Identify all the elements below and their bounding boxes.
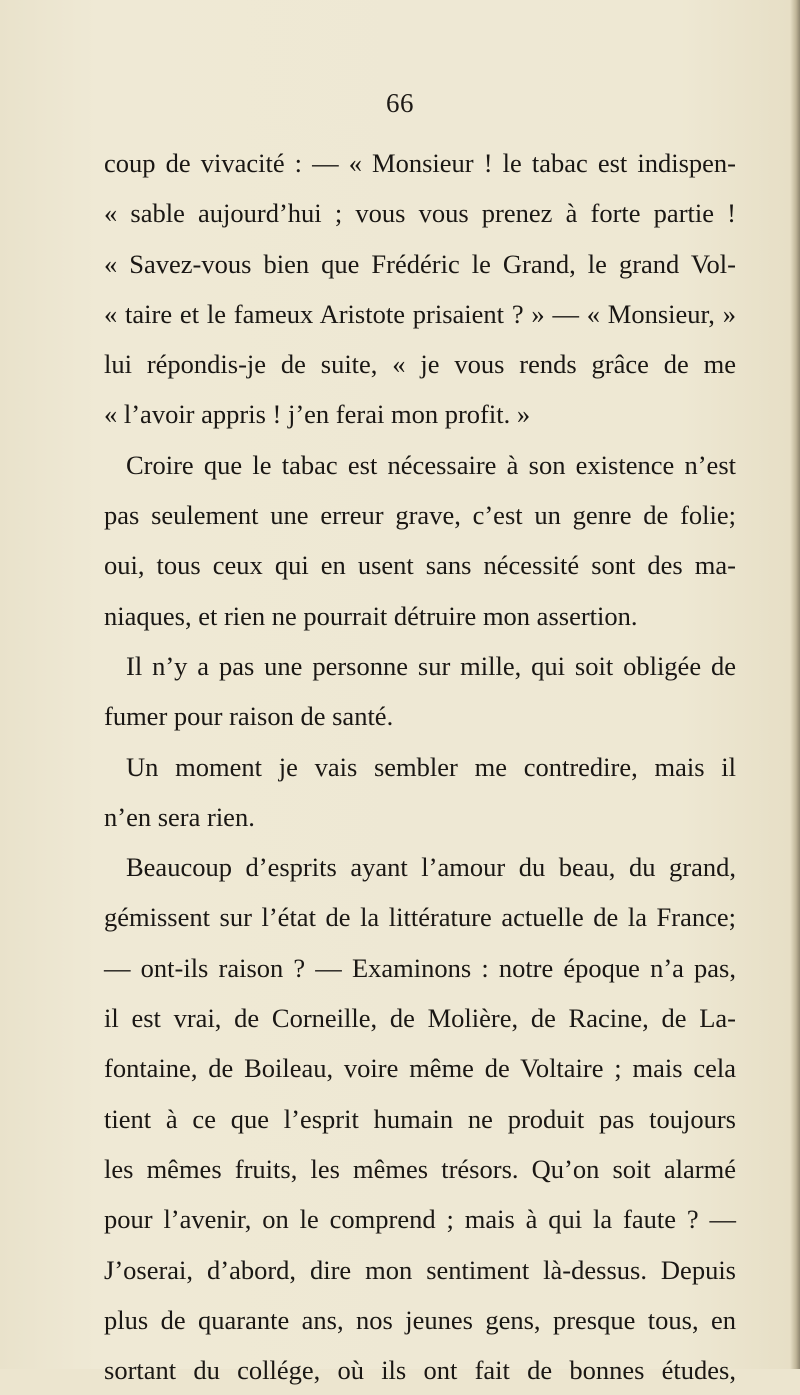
text-line: pour l’avenir, on le comprend ; mais à qui la faute ? — <box>104 1204 736 1235</box>
text-line: — ont-ils raison ? — Examinons : notre époque n’a pas, <box>104 952 736 983</box>
text-line: « taire et le fameux Aristote prisaient ? » — « Monsieur, » <box>104 298 736 329</box>
page-number: 66 <box>386 88 414 118</box>
text-line: coup de vivacité : — « Monsieur ! le tabac est indispen- <box>104 148 736 178</box>
body-text <box>104 138 736 1395</box>
text-line: plus de quarante ans, nos jeunes gens, presque tous, en <box>104 1304 736 1335</box>
text-line: Un moment je vais sembler me contredire, mais il <box>126 751 736 782</box>
text-line: « Savez-vous bien que Frédéric le Grand, le grand Vol- <box>104 248 736 279</box>
text-line: sortant du collége, où ils ont fait de bonnes études, <box>104 1355 736 1386</box>
text-line: oui, tous ceux qui en usent sans nécessité sont des ma- <box>104 550 736 581</box>
text-line: « l’avoir appris ! j’en ferai mon profit. » <box>104 399 531 430</box>
text-line: J’oserai, d’abord, dire mon sentiment là-dessus. Depuis <box>104 1254 736 1285</box>
text-line: pas seulement une erreur grave, c’est un genre de folie; <box>104 500 736 531</box>
text-line: lui répondis-je de suite, « je vous rends grâce de me <box>104 349 736 380</box>
text-line: n’en sera rien. <box>104 801 255 832</box>
text-line: niaques, et rien ne pourrait détruire mon assertion. <box>104 600 638 631</box>
text-line: Il n’y a pas une personne sur mille, qui soit obligée de <box>126 650 736 681</box>
text-line: fontaine, de Boileau, voire même de Voltaire ; mais cela <box>104 1053 736 1084</box>
text-line: les mêmes fruits, les mêmes trésors. Qu’on soit alarmé <box>104 1153 736 1184</box>
text-line: Beaucoup d’esprits ayant l’amour du beau, du grand, <box>126 852 736 883</box>
text-line: « sable aujourd’hui ; vous vous prenez à forte partie ! <box>104 198 736 229</box>
text-line: gémissent sur l’état de la littérature actuelle de la France; <box>104 902 736 933</box>
text-line: tient à ce que l’esprit humain ne produit pas toujours <box>104 1103 736 1134</box>
page-edge-shadow <box>790 0 800 1369</box>
text-line: Croire que le tabac est nécessaire à son existence n’est <box>126 449 736 480</box>
text-line: il est vrai, de Corneille, de Molière, de Racine, de La- <box>104 1003 736 1034</box>
text-line: fumer pour raison de santé. <box>104 701 394 732</box>
